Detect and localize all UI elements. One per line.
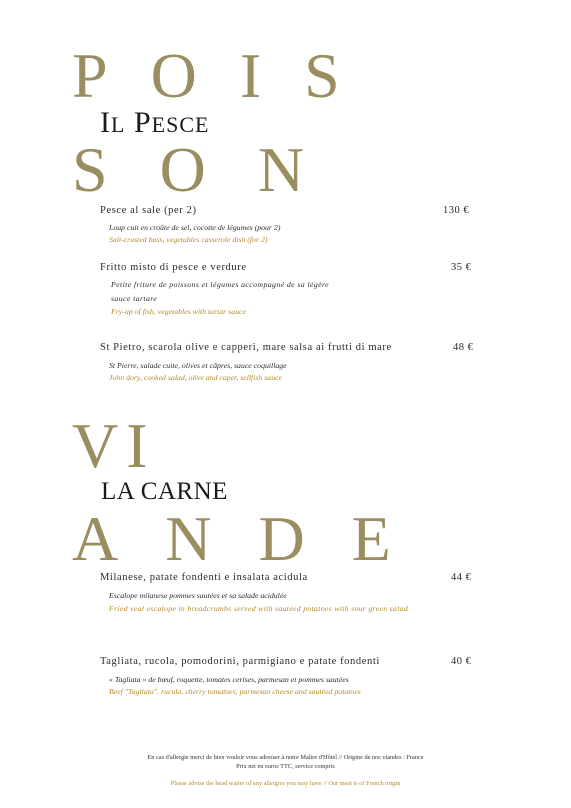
fish-title-bottom: SON bbox=[72, 134, 357, 205]
dish-description-en: Beef "Tagliata", rucula, cherry tomatoes, parmesan cheese and sautéed potatoes bbox=[109, 687, 361, 696]
dish-description-en: John dory, cooked salad, olive and caper, sellfish sauce bbox=[109, 373, 283, 382]
footer-price-notice: Prix net en euros TTC, service compris bbox=[236, 763, 335, 770]
dish-name: Fritto misto di pesce e verdure bbox=[100, 262, 247, 273]
dish-description-fr: sauce tartare bbox=[111, 294, 158, 303]
dish-description-fr: Escalope milanese pommes sautées et sa salade acidulée bbox=[109, 591, 287, 600]
dish-description-en: Salt-crusted bass, vegetables casserole dish (for 2) bbox=[109, 235, 268, 244]
dish-name: Tagliata, rucola, pomodorini, parmigiano e patate fondenti bbox=[100, 656, 380, 667]
fish-subtitle: IL PESCE bbox=[100, 106, 210, 139]
fish-title-top: POIS bbox=[72, 40, 383, 111]
dish-price: 35 € bbox=[451, 262, 472, 273]
dish-description-fr: Loup cuit en croûte de sel, cocotte de légumes (pour 2) bbox=[109, 223, 281, 232]
meat-subtitle: LA CARNE bbox=[101, 478, 228, 505]
dish-name: Milanese, patate fondenti e insalata acidula bbox=[100, 572, 308, 583]
dish-price: 40 € bbox=[451, 656, 472, 667]
dish-description-fr: St Pierre, salade cuite, olives et câpres, sauce coquillage bbox=[109, 361, 287, 370]
dish-name: St Pietro, scarola olive e capperi, mare salsa ai frutti di mare bbox=[100, 342, 392, 353]
dish-description-en: Fried veal escalope in breadcrumbs served with sautéed potatoes with sour green salad bbox=[109, 604, 409, 613]
footer-allergy-notice-fr: En cas d'allergie merci de bien vouloir vous adresser à notre Maître d'Hôtel // Origine de nos viandes : France bbox=[147, 754, 424, 761]
meat-title-top: VI bbox=[72, 410, 156, 481]
dish-price: 44 € bbox=[451, 572, 472, 583]
footer-allergy-notice-en: Please advise the head waiter of any allergies you may have // Our meat is of French origin bbox=[170, 780, 401, 787]
dish-description-fr: « Tagliata » de bœuf, roquette, tomates cerises, parmesan et pommes sautées bbox=[109, 675, 349, 684]
dish-description-en: Fry-up of fish, vegetables with tartar sauce bbox=[111, 307, 246, 316]
meat-title-bottom: ANDE bbox=[72, 503, 438, 574]
dish-price: 48 € bbox=[453, 342, 474, 353]
dish-name: Pesce al sale (per 2) bbox=[100, 205, 197, 216]
dish-price: 130 € bbox=[443, 205, 470, 216]
dish-description-fr: Petite friture de poissons et légumes accompagné de sa légère bbox=[111, 280, 330, 289]
